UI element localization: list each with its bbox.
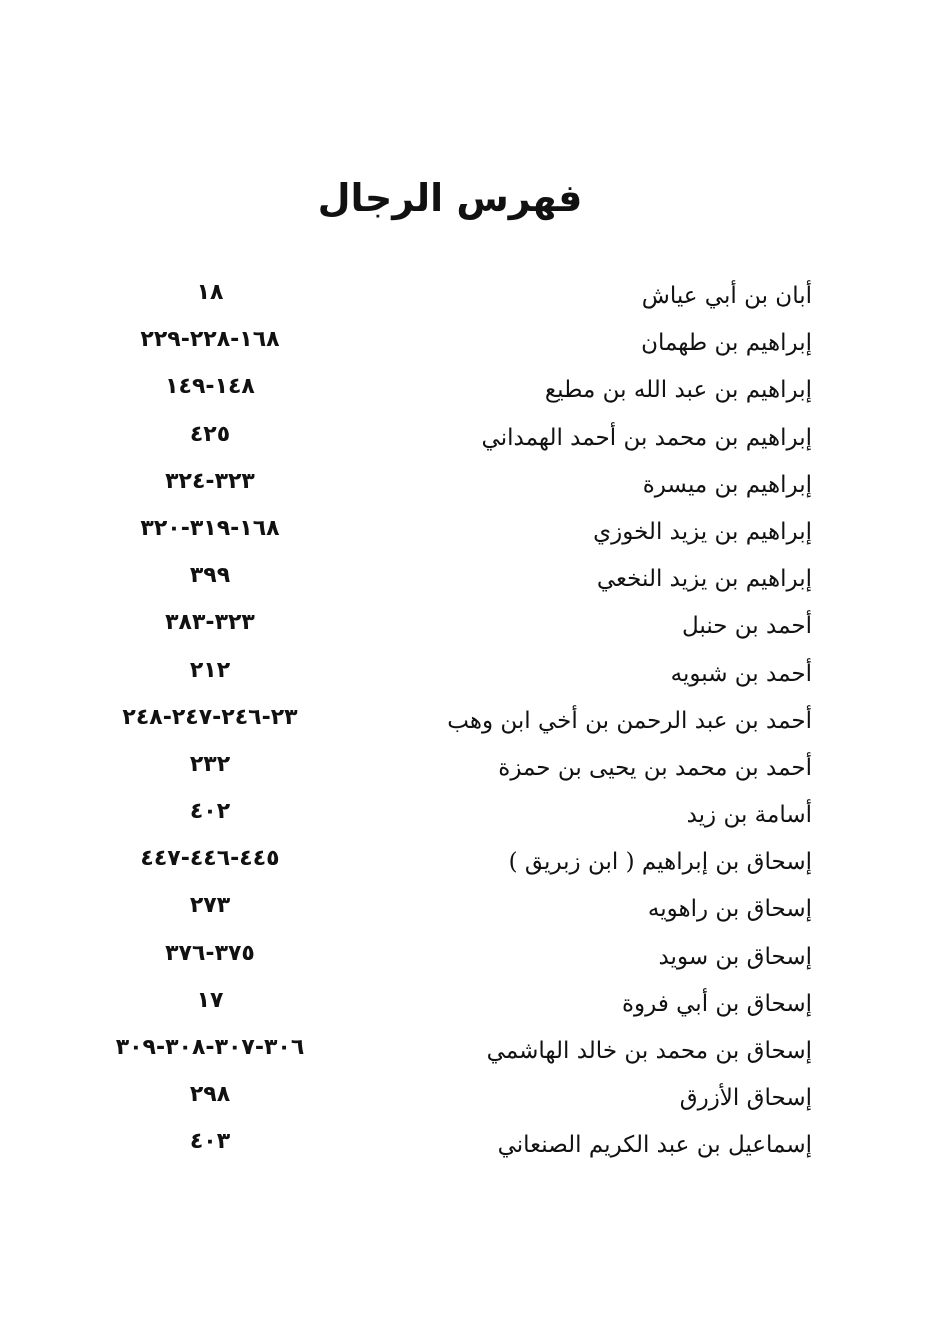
entry-name: إبراهيم بن عبد الله بن مطيع [544,377,812,404]
entry-page-numbers: ٢١٢ [189,657,231,683]
entry-name: أسامة بن زيد [686,802,812,829]
entry-name: إبراهيم بن يزيد الخوزي [593,518,812,545]
entry-name: إبراهيم بن محمد بن أحمد الهمداني [481,424,812,451]
entry-page-numbers: ٤٠٣ [189,1129,231,1155]
entry-page-numbers: ١٦٨-٢٢٨-٢٢٩ [140,327,280,353]
entry-page-numbers: ١٦٨-٣١٩-٣٢٠ [140,515,280,541]
entry-name: إسحاق بن راهويه [647,896,812,923]
entry-name: إبراهيم بن ميسرة [642,471,812,498]
index-entry [0,697,940,744]
entry-page-numbers: ٤٢٥ [189,421,231,447]
entry-page-numbers: ١٧ [196,987,224,1013]
entry-name: إسماعيل بن عبد الكريم الصنعاني [497,1132,812,1159]
entry-page-numbers: ١٤٨-١٤٩ [165,374,255,400]
page-title: فهرس الرجال [317,176,583,220]
index-entry [0,272,940,319]
entry-page-numbers: ٢٣-٢٤٦-٢٤٧-٢٤٨ [122,704,298,730]
entry-page-numbers: ٣٩٩ [189,563,231,589]
entry-name: إبراهيم بن طهمان [641,330,812,357]
entry-name: أحمد بن محمد بن يحيى بن حمزة [498,754,812,781]
entry-page-numbers: ٢٧٣ [189,893,231,919]
entry-name: إسحاق بن أبي فروة [621,990,812,1017]
index-entry [0,414,940,461]
index-entry [0,366,940,413]
entry-name: إسحاق بن محمد بن خالد الهاشمي [486,1038,812,1064]
entry-page-numbers: ١٨ [196,280,224,305]
index-entry [0,650,940,697]
entry-page-numbers: ٢٣٢ [189,751,231,777]
index-entry [0,744,940,791]
entry-page-numbers: ٣٢٣-٣٨٣ [165,610,255,636]
entry-name: إسحاق بن إبراهيم ( ابن زبريق ) [508,849,812,876]
entry-name: إسحاق بن سويد [658,943,812,970]
index-entry [0,602,940,649]
index-entry [0,1027,940,1074]
entry-page-numbers: ٣٠٦-٣٠٧-٣٠٨-٣٠٩ [115,1035,305,1060]
entry-page-numbers: ٢٩٨ [189,1082,231,1108]
index-entry [0,791,940,838]
index-entry [0,1121,940,1168]
index-entry [0,1074,940,1121]
entry-name: أبان بن أبي عياش [641,283,812,309]
entry-name: إسحاق الأزرق [679,1085,812,1112]
index-entry [0,508,940,555]
entry-page-numbers: ٤٠٢ [189,799,231,825]
index-entry [0,980,940,1027]
men-index-list [0,272,940,1169]
index-entry [0,885,940,932]
index-entry [0,319,940,366]
index-entry [0,838,940,885]
entry-name: أحمد بن شبويه [670,660,812,687]
entry-page-numbers: ٣٢٣-٣٢٤ [165,468,255,494]
entry-name: إبراهيم بن يزيد النخعي [596,566,812,593]
index-entry [0,461,940,508]
index-entry [0,933,940,980]
index-entry [0,555,940,602]
entry-name: أحمد بن حنبل [681,613,812,640]
entry-page-numbers: ٤٤٥-٤٤٦-٤٤٧ [140,846,280,872]
entry-page-numbers: ٣٧٥-٣٧٦ [165,940,255,966]
entry-name: أحمد بن عبد الرحمن بن أخي ابن وهب [447,707,812,734]
